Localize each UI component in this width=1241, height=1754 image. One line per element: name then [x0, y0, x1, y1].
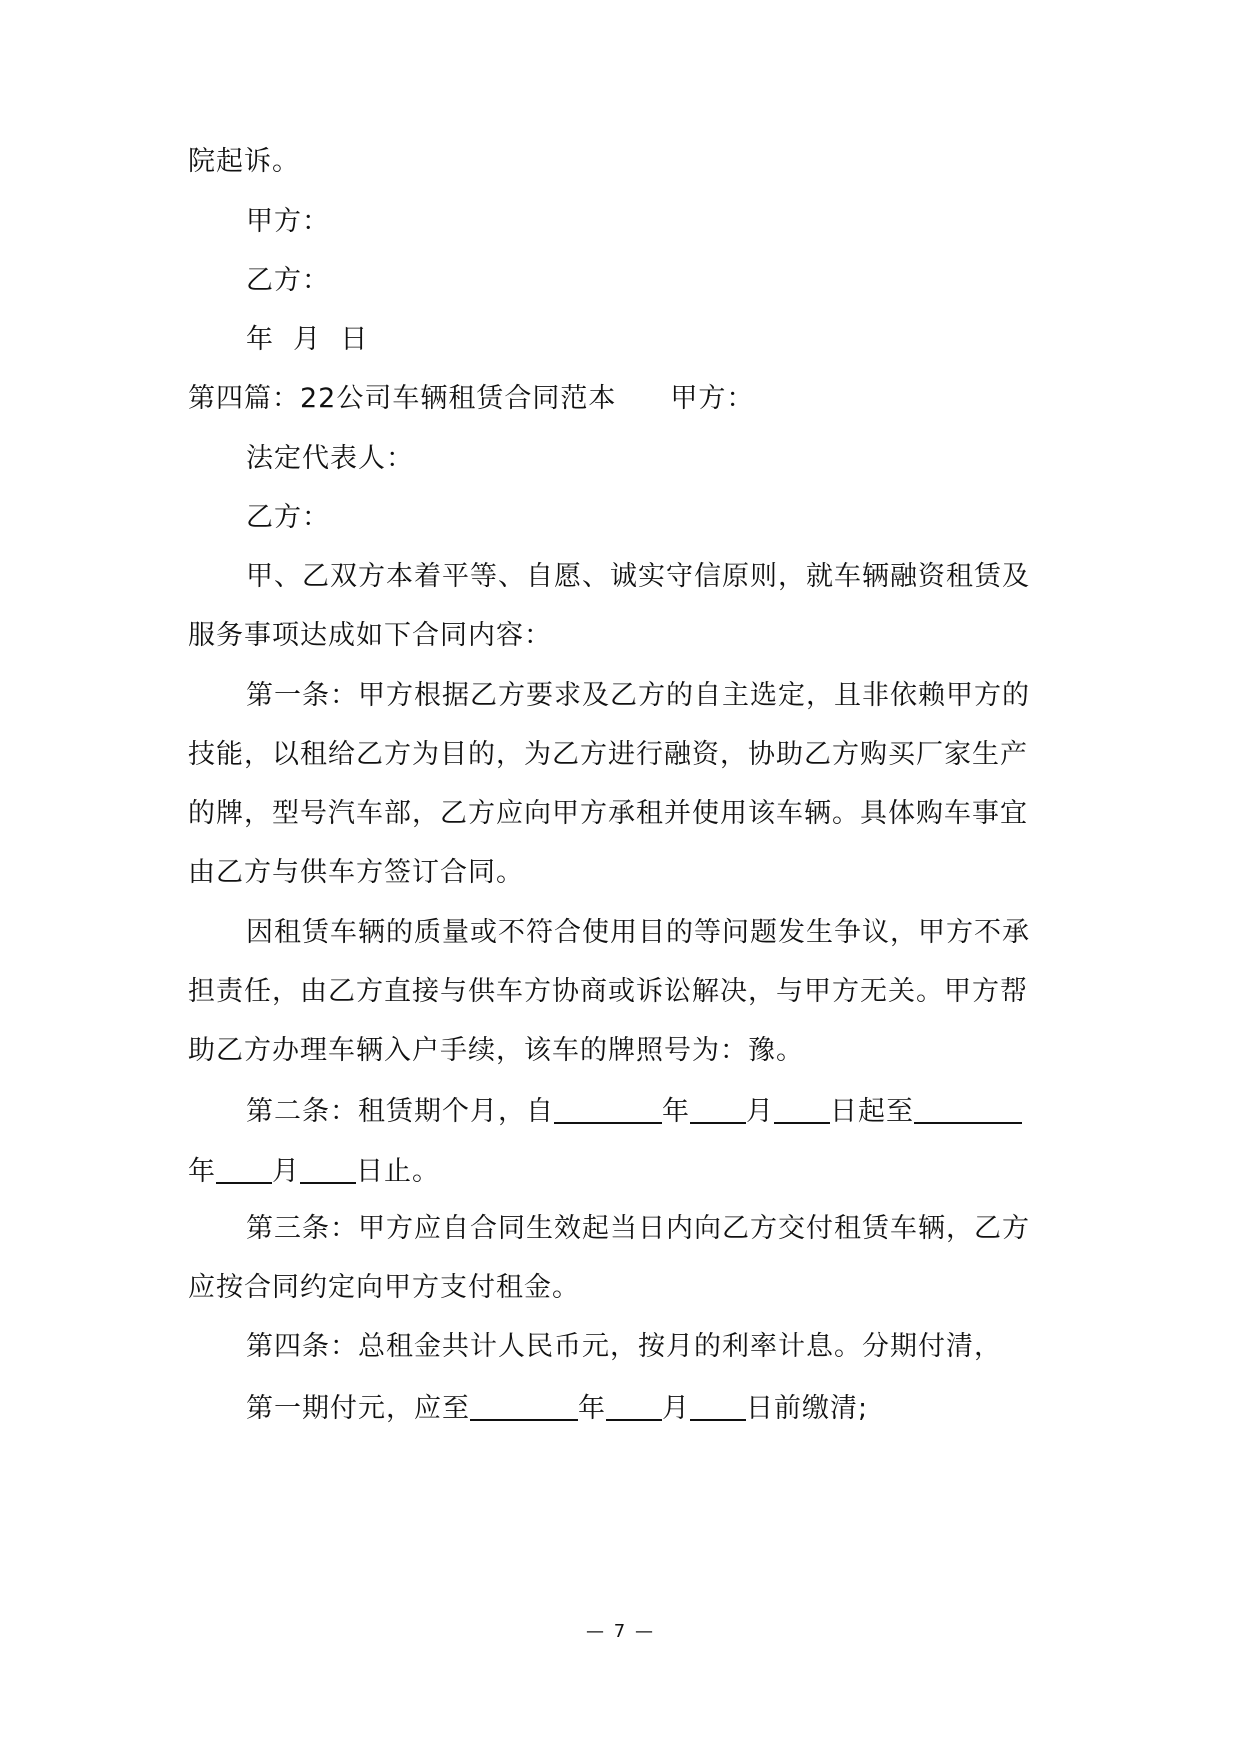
paragraph-line: 第一条：甲方根据乙方要求及乙方的自主选定，且非依赖甲方的	[246, 680, 1030, 711]
day-label: 日前缴清;	[746, 1393, 869, 1424]
text-line: 院起诉。	[188, 146, 300, 177]
paragraph-line: 第四条：总租金共计人民币元，按月的利率计息。分期付清，	[246, 1331, 1002, 1362]
party-b-label: 乙方：	[246, 265, 330, 296]
installment-year-blank[interactable]	[470, 1389, 578, 1421]
month-label: 月	[272, 1156, 300, 1187]
party-a-label: 甲方：	[246, 206, 330, 237]
start-day-blank[interactable]	[774, 1092, 830, 1124]
end-day-blank[interactable]	[300, 1152, 356, 1184]
paragraph-line: 担责任，由乙方直接与供车方协商或诉讼解决，与甲方无关。甲方帮	[188, 976, 1028, 1007]
paragraph-line: 第三条：甲方应自合同生效起当日内向乙方交付租赁车辆，乙方	[246, 1213, 1030, 1244]
paragraph-line: 服务事项达成如下合同内容：	[188, 620, 552, 651]
paragraph-line: 甲、乙双方本着平等、自愿、诚实守信原则，就车辆融资租赁及	[246, 561, 1030, 592]
section-party-a-label: 甲方：	[670, 383, 755, 414]
paragraph-line: 的牌，型号汽车部，乙方应向甲方承租并使用该车辆。具体购车事宜	[188, 798, 1028, 829]
article-2-line-1	[246, 1092, 1022, 1130]
date-line: 年 月 日	[246, 324, 369, 355]
installment-day-blank[interactable]	[690, 1389, 746, 1421]
day-label: 日起至	[830, 1096, 914, 1127]
end-year-blank[interactable]	[914, 1092, 1022, 1124]
legal-representative-label: 法定代表人：	[246, 443, 414, 474]
party-b-label: 乙方：	[246, 502, 330, 533]
month-label: 月	[662, 1393, 690, 1424]
year-label: 年	[578, 1393, 606, 1424]
end-month-blank[interactable]	[216, 1152, 272, 1184]
day-label: 日止。	[356, 1156, 440, 1187]
installment-text: 第一期付元，应至	[246, 1393, 470, 1424]
paragraph-line: 因租赁车辆的质量或不符合使用目的等问题发生争议，甲方不承	[246, 917, 1030, 948]
year-label: 年	[188, 1156, 216, 1187]
section-heading	[188, 381, 754, 417]
paragraph-line: 技能，以租给乙方为目的，为乙方进行融资，协助乙方购买厂家生产	[188, 739, 1028, 770]
installment-month-blank[interactable]	[606, 1389, 662, 1421]
paragraph-line: 由乙方与供车方签订合同。	[188, 857, 524, 888]
paragraph-line: 助乙方办理车辆入户手续，该车的牌照号为：豫。	[188, 1035, 804, 1066]
start-month-blank[interactable]	[690, 1092, 746, 1124]
section-title: 第四篇：22公司车辆租赁合同范本	[188, 383, 617, 414]
installment-line	[246, 1389, 868, 1427]
article-2-line-2	[188, 1152, 440, 1190]
year-label: 年	[662, 1096, 690, 1127]
article-2-text: 第二条：租赁期个月，自	[246, 1096, 554, 1127]
start-year-blank[interactable]	[554, 1092, 662, 1124]
page-number: — 7 —	[586, 1621, 655, 1642]
paragraph-line: 应按合同约定向甲方支付租金。	[188, 1272, 580, 1303]
month-label: 月	[746, 1096, 774, 1127]
